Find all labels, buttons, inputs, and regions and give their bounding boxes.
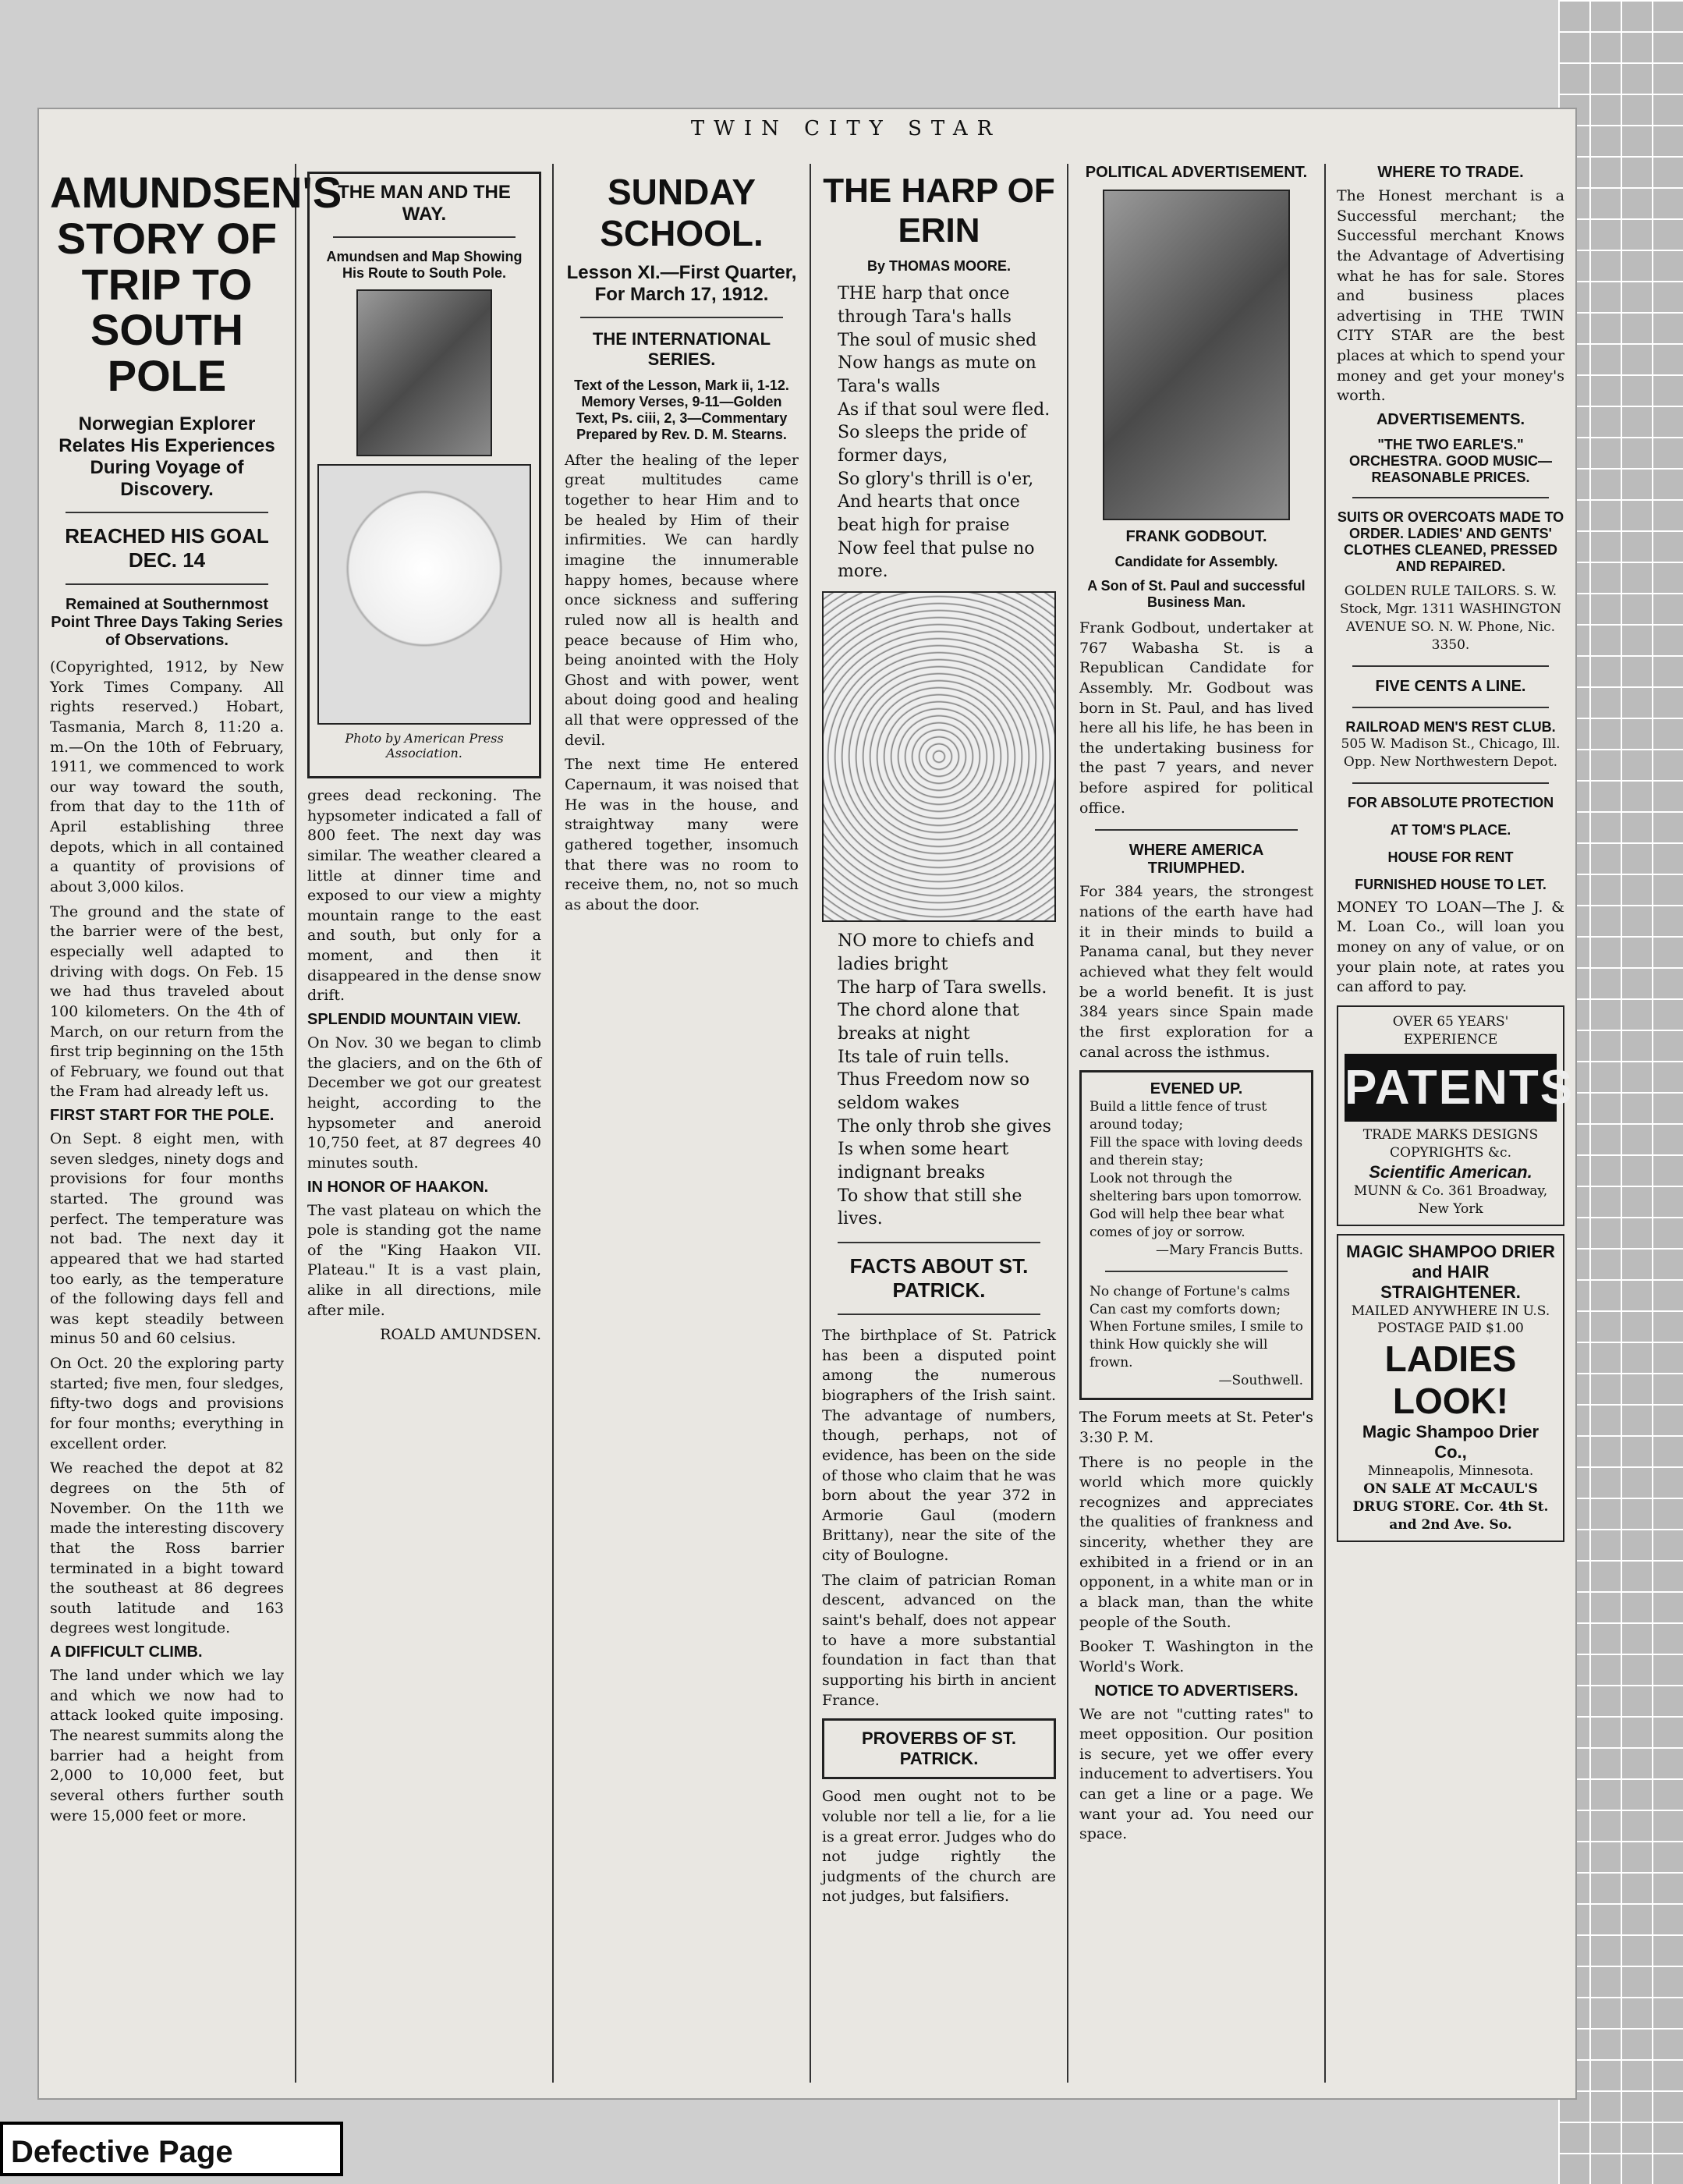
divider bbox=[1352, 782, 1549, 784]
south-pole-map bbox=[317, 464, 531, 725]
magic-title: MAGIC SHAMPOO DRIER and HAIR STRAIGHTENER. bbox=[1346, 1241, 1555, 1302]
article-paragraph: There is no people in the world which more quickly recognizes and appreciates the qualities of frankness and sincerity, whether they are exhibited in a friend or in an opponent, in a white man or in a black man, than the white people of the South. bbox=[1079, 1453, 1313, 1631]
mailed: MAILED ANYWHERE IN U.S. POSTAGE PAID $1.00 bbox=[1351, 1303, 1550, 1337]
forum-notice: The Forum meets at St. Peter's 3:30 P. M. bbox=[1079, 1409, 1313, 1446]
article-paragraph: The next time He entered Capernaum, it was noised that He was in the house, and straightway many were gathered together, insomuch that there was no room to receive them, no, not so much as about the door. bbox=[565, 756, 799, 913]
article-paragraph: Booker T. Washington in the World's Work. bbox=[1079, 1638, 1313, 1675]
article-paragraph: Frank Godbout, undertaker at 767 Wabasha St. is a Republican Candidate for Assembly. Mr. Godbout was born in St. Paul, and has lived here all his life, he has been in the undertaking business for the past 7 years, and never before aspired for political office. bbox=[1079, 619, 1313, 817]
patents-top: OVER 65 YEARS' EXPERIENCE bbox=[1392, 1013, 1509, 1048]
evened-up-box bbox=[1079, 1070, 1313, 1400]
patents-sub: TRADE MARKS DESIGNS COPYRIGHTS &c. bbox=[1362, 1126, 1539, 1161]
evened-author: —Mary Francis Butts. bbox=[1155, 1242, 1303, 1258]
section-heading: RAILROAD MEN'S REST CLUB. bbox=[1345, 718, 1556, 735]
fortune-poem: No change of Fortune's calms Can cast my comforts down; When Fortune smiles, I smile to think How quickly she will frown. bbox=[1090, 1283, 1303, 1371]
article-paragraph: grees dead reckoning. The hypsometer indicated a fall of 800 feet. The next day was similar. The weather cleared a little at dinner time and exposed to our view a mighty mountain range to the east and south, but only for a moment, and then it disappeared in the dense snow drift. bbox=[307, 787, 541, 1005]
harp-illustration bbox=[822, 591, 1056, 922]
divider bbox=[838, 1314, 1040, 1315]
section-heading: NOTICE TO ADVERTISERS. bbox=[1094, 1682, 1299, 1700]
illustration-box bbox=[307, 172, 541, 778]
headline-sunday-school: SUNDAY SCHOOL. bbox=[600, 172, 764, 254]
divider bbox=[1095, 829, 1298, 831]
divider bbox=[66, 583, 268, 585]
lesson-deck: Text of the Lesson, Mark ii, 1-12. Memory Verses, 9-11—Golden Text, Ps. ciii, 2, 3—Commentary Prepared by Rev. D. M. Stearns. bbox=[574, 377, 789, 442]
calibration-grid bbox=[1558, 0, 1683, 2184]
divider bbox=[1352, 665, 1549, 667]
magic-ad bbox=[1337, 1234, 1564, 1543]
article-paragraph: On Sept. 8 eight men, with seven sledges, ninety dogs and provisions for four months started. The ground was perfect. The temperature was not bad. The next day it appeared that we had started too early, as the temperature of the following days fell and was kept steadily between minus 50 and 60 celsius. bbox=[50, 1130, 284, 1348]
proverbs-box bbox=[822, 1718, 1056, 1779]
photo-credit: Photo by American Press Association. bbox=[345, 731, 504, 760]
masthead: TWIN CITY STAR bbox=[690, 117, 1002, 140]
subhead-amundsen: Norwegian Explorer Relates His Experiences During Voyage of Discovery. bbox=[58, 413, 275, 500]
section-heading: FACTS ABOUT ST. PATRICK. bbox=[849, 1254, 1029, 1303]
divider bbox=[1352, 497, 1549, 498]
headline-amundsen: AMUNDSEN'S STORY OF TRIP TO SOUTH POLE bbox=[50, 168, 342, 401]
poem-stanza: NO more to chiefs and ladies bright The harp of Tara swells. The chord alone that breaks at night Its tale of ruin tells. Thus Freedom now so seldom wakes The only throb she gives Is when some heart indignant breaks To show that still she lives. bbox=[838, 931, 1051, 1229]
section-heading: FIVE CENTS A LINE. bbox=[1375, 677, 1526, 695]
article-paragraph: Good men ought not to be voluble nor tell a lie, for a lie is a great error. Judges who do not judge rightly the judgments of the church are not judges, but falsifiers. bbox=[822, 1788, 1056, 1906]
article-paragraph: For 384 years, the strongest nations of the earth have had it in their minds to build a Panama canal, but they never achieved what they felt would be a world benefit. It is just 384 years since Spain made the first exploration for a canal across the isthmus. bbox=[1079, 883, 1313, 1061]
section-heading: ADVERTISEMENTS. bbox=[1376, 411, 1525, 429]
munn: MUNN & Co. 361 Broadway, New York bbox=[1353, 1182, 1548, 1217]
money-ad: MONEY TO LOAN—The J. & M. Loan Co., will loan you money on any of value, or on your plain note, at rates you can afford to pay. bbox=[1337, 898, 1564, 996]
candidate-desc: A Son of St. Paul and successful Business Man. bbox=[1087, 578, 1306, 610]
section-heading: SPLENDID MOUNTAIN VIEW. bbox=[307, 1011, 522, 1029]
candidate-portrait bbox=[1103, 190, 1290, 520]
headline-harp-of-erin: THE HARP OF ERIN bbox=[823, 172, 1055, 250]
poem-stanza: THE harp that once through Tara's halls The soul of music shed Now hangs as mute on Tara's walls As if that soul were fled. So sleeps the pride of former days, So glory's thrill is o'er, And hearts that once beat high for praise Now feel that pulse no more. bbox=[838, 284, 1051, 582]
magic-city: Minneapolis, Minnesota. bbox=[1367, 1463, 1534, 1480]
section-heading: AT TOM'S PLACE. bbox=[1390, 821, 1511, 838]
orchestra-ad: "THE TWO EARLE'S." ORCHESTRA. GOOD MUSIC—REASONABLE PRICES. bbox=[1348, 437, 1552, 486]
article-paragraph: After the healing of the leper great multitudes came together to hear Him and to be healed by Him of their infirmities. We can hardly imagine the innumerable happy homes, because where once sickness and suffering ruled now all is health and peace because of Him who, being anointed with the Holy Ghost and with power, went about doing good and healing all that were oppressed of the devil. bbox=[565, 451, 799, 749]
section-heading: IN HONOR OF HAAKON. bbox=[307, 1178, 489, 1196]
candidate-for: Candidate for Assembly. bbox=[1114, 554, 1278, 569]
box-caption: Amundsen and Map Showing His Route to South Pole. bbox=[326, 249, 523, 281]
column-advertisements bbox=[1326, 164, 1575, 2083]
box-title: THE MAN AND THE WAY. bbox=[338, 182, 511, 225]
section-heading: FOR ABSOLUTE PROTECTION bbox=[1347, 794, 1554, 810]
divider bbox=[333, 236, 516, 238]
article-paragraph: The claim of patrician Roman descent, advanced on the saint's behalf, does not appear to have a more substantial foundation in fact than that supporting his birth in ancient France. bbox=[822, 1571, 1056, 1709]
article-paragraph: The land under which we lay and which we now had to attack looked quite imposing. The nearest summits along the barrier had a height from 2,000 to 10,000 feet, but several others further south were 15,000 feet or more. bbox=[50, 1667, 284, 1824]
article-paragraph: The Honest merchant is a Successful merchant; the Successful merchant Knows the Advantage of Advertising what he has for sale. Stores and business places advertising in THE TWIN CITY STAR are the best places at which to spend your money and get your money's worth. bbox=[1337, 187, 1564, 405]
amundsen-portrait bbox=[356, 289, 492, 456]
section-heading: WHERE AMERICA TRIUMPHED. bbox=[1128, 842, 1264, 878]
rail-ad: 505 W. Madison St., Chicago, Ill. Opp. New Northwestern Depot. bbox=[1341, 736, 1561, 770]
patents-ad bbox=[1337, 1005, 1575, 1226]
column-sunday-school bbox=[554, 164, 811, 2083]
divider bbox=[1105, 1271, 1288, 1272]
newspaper-page bbox=[39, 109, 1575, 2098]
article-paragraph: The birthplace of St. Patrick has been a disputed point among the numerous biographers of the Irish saint. The advantage of numbers, though, perhaps, not of evidence, has been on the side of those who claim that he was born about the year 372 in Armorie Gaul (modern Brittany), near the site of the city of Boulogne. bbox=[822, 1327, 1056, 1565]
section-heading: WHERE TO TRADE. bbox=[1377, 164, 1524, 181]
proverbs-title: PROVERBS OF ST. PATRICK. bbox=[861, 1728, 1017, 1769]
article-paragraph: We reached the depot at 82 degrees on the 5th of November. On the 11th we made the interesting discovery that the Ross barrier terminated in a bight toward the southeast at 86 degrees south latitude and 163 degrees west longitude. bbox=[50, 1459, 284, 1637]
evened-poem: Build a little fence of trust around today; Fill the space with loving deeds and therein stay; Look not through the sheltering bars upon tomorrow. God will help thee bear what comes of joy or sorrow. bbox=[1090, 1099, 1303, 1240]
suits-ad: SUITS OR OVERCOATS MADE TO ORDER. LADIES' AND GENTS' CLOTHES CLEANED, PRESSED AND REPAIRED. bbox=[1337, 509, 1564, 575]
article-paragraph: On Oct. 20 the exploring party started; five men, four sledges, fifty-two dogs and provisions for four months; everything in excellent order. bbox=[50, 1355, 284, 1452]
section-heading: FIRST START FOR THE POLE. bbox=[50, 1107, 275, 1125]
divider bbox=[580, 317, 783, 318]
subhead-reached-goal: REACHED HIS GOAL DEC. 14 bbox=[65, 523, 269, 572]
section-heading: A DIFFICULT CLIMB. bbox=[50, 1643, 203, 1661]
poem-byline: By THOMAS MOORE. bbox=[866, 258, 1011, 275]
column-political bbox=[1068, 164, 1326, 2083]
box-title: EVENED UP. bbox=[1150, 1080, 1243, 1098]
section-heading: HOUSE FOR RENT bbox=[1387, 849, 1514, 865]
lesson-subhead: Lesson XI.—First Quarter, For March 17, 1912. bbox=[566, 261, 797, 305]
patents-title: PATENTS bbox=[1345, 1054, 1557, 1122]
fortune-author: —Southwell. bbox=[1218, 1373, 1303, 1389]
column-harp-of-erin bbox=[811, 164, 1068, 2083]
tailors-ad: GOLDEN RULE TAILORS. S. W. Stock, Mgr. 1311 WASHINGTON AVENUE SO. N. W. Phone, Nic. 3350. bbox=[1339, 583, 1562, 653]
series-heading: THE INTERNATIONAL SERIES. bbox=[592, 328, 771, 369]
divider bbox=[1352, 707, 1549, 708]
article-paragraph: We are not "cutting rates" to meet opposition. Our position is secure, yet we offer every inducement to advertisers. You can get a line or a page. We want your ad. You need our space. bbox=[1079, 1705, 1313, 1843]
sale-notice: ON SALE AT McCAUL'S DRUG STORE. Cor. 4th St. and 2nd Ave. So. bbox=[1352, 1481, 1549, 1533]
deck-amundsen: Remained at Southernmost Point Three Days Taking Series of Observations. bbox=[51, 595, 283, 649]
scientific-american: Scientific American. bbox=[1369, 1161, 1532, 1182]
section-heading: FURNISHED HOUSE TO LET. bbox=[1355, 876, 1547, 892]
divider bbox=[66, 512, 268, 513]
candidate-name: FRANK GODBOUT. bbox=[1125, 528, 1267, 545]
article-signature: ROALD AMUNDSEN. bbox=[380, 1326, 541, 1344]
ladies-look: LADIES LOOK! bbox=[1384, 1338, 1517, 1422]
article-paragraph: The vast plateau on which the pole is standing got the name of the "King Haakon VII. Plateau." It is a vast plain, alike in all directions, mile after mile. bbox=[307, 1201, 541, 1319]
political-ad-title: POLITICAL ADVERTISEMENT. bbox=[1085, 164, 1308, 181]
article-paragraph: On Nov. 30 we began to climb the glaciers, and on the 6th of December we got our greatest height, according to the hypsometer and aneroid 10,750 feet, at 87 degrees 40 minutes south. bbox=[307, 1034, 541, 1172]
article-paragraph: (Copyrighted, 1912, by New York Times Company. All rights reserved.) Hobart, Tasmania, March 8, 11:20 a. m.—On the 10th of February, 1911, we commenced to work our way toward the south, from that day to the 11th of April establishing three depots, which in all contained a quantity of provisions of about 3,000 kilos. bbox=[50, 658, 284, 896]
article-paragraph: The ground and the state of the barrier were of the best, especially well adapted to driving with dogs. On Feb. 15 we had thus traveled about 100 kilometers. On the 4th of March, on our return from the first trip beginning on the 15th of February, we found out that the Fram had already left us. bbox=[50, 902, 284, 1101]
magic-company: Magic Shampoo Drier Co., bbox=[1362, 1422, 1540, 1462]
divider bbox=[838, 1242, 1040, 1243]
column-amundsen bbox=[39, 164, 342, 2083]
defective-page-label: Defective Page bbox=[0, 2122, 343, 2176]
column-man-and-way bbox=[296, 164, 554, 2083]
